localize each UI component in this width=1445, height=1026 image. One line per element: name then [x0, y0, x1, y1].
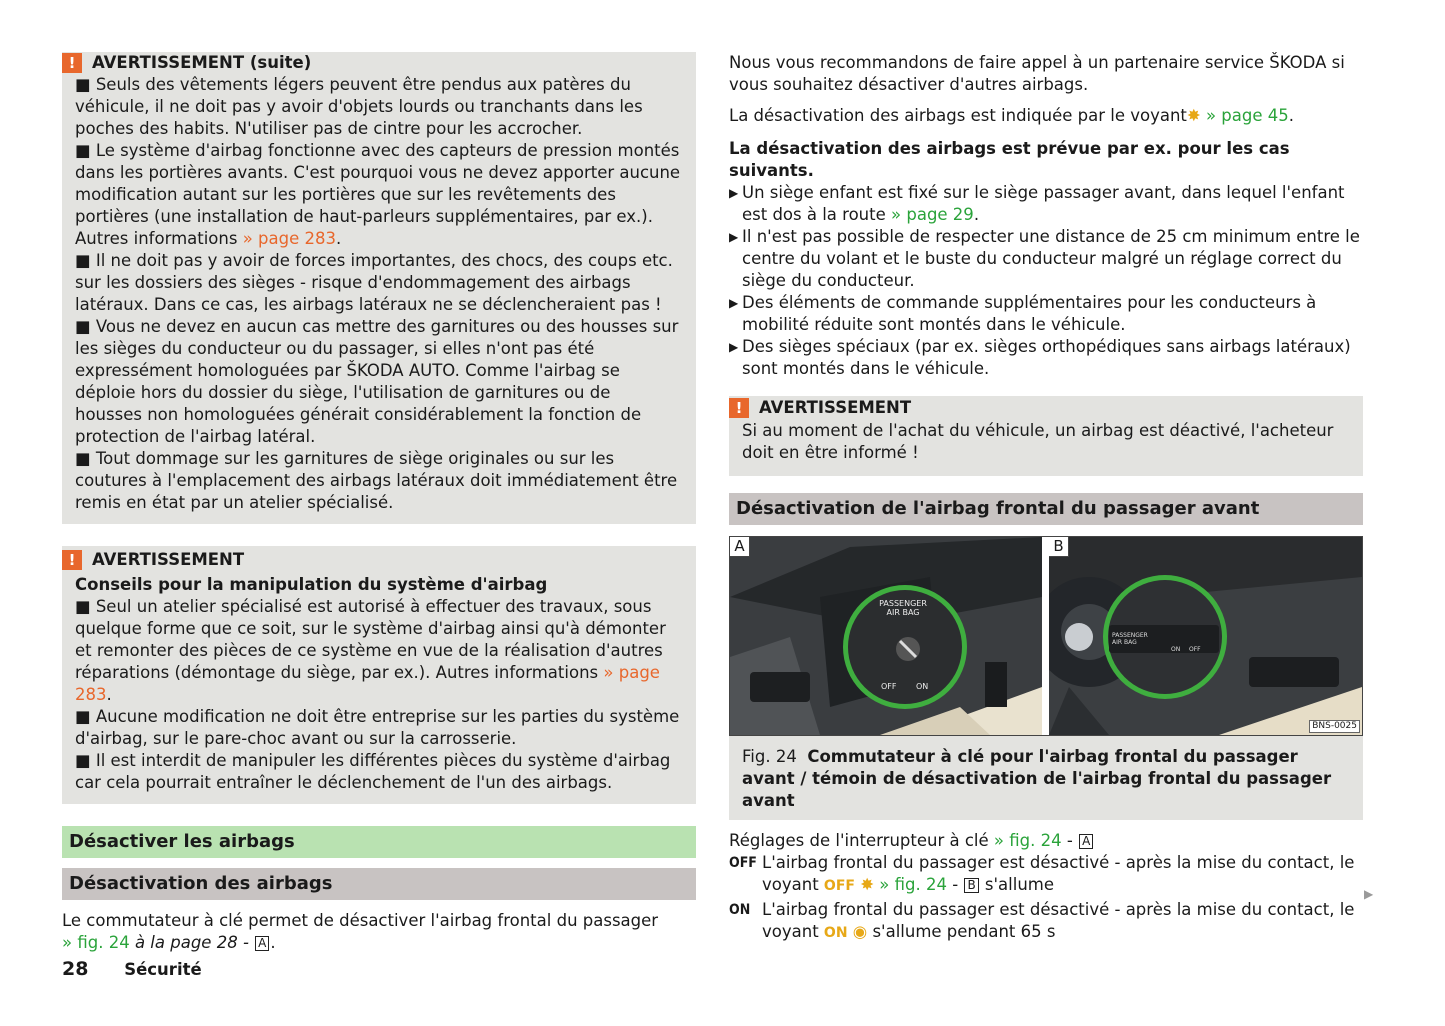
warning-header	[729, 396, 1349, 420]
figure-panel-a	[730, 537, 1042, 735]
page-link[interactable]: » page 283	[242, 229, 337, 248]
warning-title: AVERTISSEMENT	[92, 550, 245, 569]
list-item: ▶ Des éléments de commande supplémentaires pour les conducteurs à mobilité réduite sont montés dans le véhicule.	[729, 293, 1317, 334]
paragraph: La désactivation des airbags est indiquée par le voyant✸ » page 45.	[729, 106, 1294, 125]
warning-item: ■ Aucune modification ne doit être entreprise sur les parties du système d'airbag, sur le pare-choc avant ou sur la carrosserie.	[75, 707, 680, 748]
warning-box-continued	[62, 52, 696, 524]
warning-box-purchase	[729, 396, 1363, 476]
figure-panel-b	[1049, 537, 1362, 735]
warning-box-airbag-handling	[62, 546, 696, 804]
settings-intro: Réglages de l'interrupteur à clé » fig. 24 - A	[729, 830, 1363, 852]
page-footer	[62, 958, 202, 981]
exclamation-icon: !	[62, 53, 82, 73]
continue-arrow-icon: ▶	[1364, 887, 1374, 901]
exclamation-icon: !	[729, 398, 749, 418]
on-indicator-label: ON	[1171, 646, 1181, 653]
exclamation-icon: !	[62, 550, 82, 570]
warning-title: AVERTISSEMENT	[759, 398, 912, 417]
dashboard-illustration-b	[1049, 537, 1362, 735]
panel-label-a: A	[730, 537, 750, 557]
figure-link[interactable]: » fig. 24	[62, 933, 130, 952]
section-heading-deactivate: Désactiver les airbags	[62, 826, 696, 858]
airbag-off-icon: ✸	[860, 875, 875, 894]
switch-label: PASSENGER AIR BAG	[879, 599, 927, 617]
warning-item: ■ Tout dommage sur les garnitures de siège originales ou sur les coutures à l'emplacement des airbags latéraux doit immédiatement être remis en état par un atelier spécialisé.	[75, 449, 678, 512]
setting-on: ON L'airbag frontal du passager est désactivé - après la mise du contact, le voyant ON ◉ s'allume pendant 65 s	[729, 899, 1363, 944]
warning-item: ■ Le système d'airbag fonctionne avec des capteurs de pression montés dans les portières avants. C'est pourquoi vous ne devez apporter aucune modification autant sur les portières que sur les revêtements des portières (une installation de haut-parleurs supplémentaires, par ex.). Autres informations » page 283.	[75, 141, 681, 248]
page-link[interactable]: » page 45	[1205, 106, 1289, 125]
paragraph: Nous vous recommandons de faire appel à un partenaire service ŠKODA si vous souhaitez désactiver d'autres airbags.	[729, 53, 1345, 94]
page-link[interactable]: » page 283	[75, 663, 660, 704]
list-item: ▶ Il n'est pas possible de respecter une distance de 25 cm minimum entre le centre du volant et le buste du conducteur malgré un réglage correct du siège du conducteur.	[729, 227, 1360, 290]
arrow-bullet-icon: ▶	[729, 186, 739, 200]
figure-code: BNS-0025	[1309, 720, 1360, 733]
off-tag: OFF	[729, 855, 757, 871]
section-heading-frontal-airbag: Désactivation de l'airbag frontal du passager avant	[729, 493, 1363, 525]
warning-item: ■ Il ne doit pas y avoir de forces importantes, des chocs, des coups etc. sur les dossiers des sièges - risque d'endommagement des airbags latéraux. Dans ce cas, les airbags latéraux ne se déclencheraient pas !	[75, 251, 673, 314]
warning-item: ■ Vous ne devez en aucun cas mettre des garnitures ou des housses sur les sièges du conducteur ou du passager, si elles n'ont pas été expressément homologuées par ŠKODA AUTO. Comme l'airbag se déploie hors du dossier du siège, l'utilisation de garnitures ou de housses non homologuées générait considérablement la fonction de protection de l'airbag latéral.	[75, 317, 679, 446]
off-voyant-indicator: OFF	[823, 878, 855, 894]
chapter-name: Sécurité	[124, 960, 202, 979]
warning-header	[62, 546, 682, 574]
off-indicator-label: OFF	[1189, 646, 1201, 653]
panel-label-b: B	[1049, 537, 1069, 557]
warning-subtitle: Conseils pour la manipulation du système d'airbag	[75, 575, 548, 594]
left-column	[62, 52, 696, 954]
switch-label: PASSENGER AIR BAG	[1112, 632, 1148, 646]
figure-link[interactable]: » fig. 24	[993, 831, 1062, 850]
warning-item: ■ Seuls des vêtements légers peuvent être pendus aux patères du véhicule, il ne doit pas y avoir d'objets lourds ou tranchants dans les poches des habits. N'utiliser pas de cintre pour les accrocher.	[75, 75, 643, 138]
off-position-label: OFF	[881, 682, 897, 691]
figure-label-box: B	[964, 878, 978, 893]
figure-24	[729, 536, 1363, 736]
arrow-bullet-icon: ▶	[729, 340, 739, 354]
warning-header	[62, 52, 682, 74]
warning-title: AVERTISSEMENT (suite)	[92, 53, 312, 72]
airbag-off-warning-icon: ✸	[1186, 106, 1201, 125]
right-column	[729, 52, 1363, 944]
on-position-label: ON	[916, 682, 929, 691]
list-item: ▶ Des sièges spéciaux (par ex. sièges orthopédiques sans airbags latéraux) sont montés dans le véhicule.	[729, 337, 1351, 378]
figure-label-box: A	[1079, 834, 1093, 849]
intro-paragraph: Le commutateur à clé permet de désactiver l'airbag frontal du passager » fig. 24 à la page 28 - A .	[62, 911, 659, 952]
on-voyant-indicator: ON	[823, 925, 848, 941]
arrow-bullet-icon: ▶	[729, 296, 739, 310]
section-heading-deactivation: Désactivation des airbags	[62, 868, 696, 900]
airbag-on-icon: ◉	[852, 922, 868, 941]
page-link[interactable]: » page 29	[891, 205, 974, 224]
warning-item: ■ Seul un atelier spécialisé est autorisé à effectuer des travaux, sous quelque forme que ce soit, sur le système d'airbag ainsi qu'à démonter et remonter des pièces de ce système en vue de la réalisation d'autres réparations (démontage du siège, par ex.). Autres informations » page 283.	[75, 597, 666, 704]
dashboard-illustration-a	[730, 537, 1042, 735]
setting-off: OFF L'airbag frontal du passager est désactivé - après la mise du contact, le voyant OFF ✸ » fig. 24 - B s'allume	[729, 852, 1363, 897]
figure-label-box: A	[255, 936, 269, 951]
arrow-bullet-icon: ▶	[729, 230, 739, 244]
figure-link[interactable]: » fig. 24	[879, 875, 947, 894]
page-number: 28	[62, 958, 89, 980]
cases-title: La désactivation des airbags est prévue par ex. pour les cas suivants.	[729, 139, 1290, 180]
list-item: ▶ Un siège enfant est fixé sur le siège passager avant, dans lequel l'enfant est dos à la route » page 29.	[729, 183, 1345, 224]
warning-text: Si au moment de l'achat du véhicule, un airbag est déactivé, l'acheteur doit en être informé !	[742, 421, 1334, 462]
figure-caption: Fig. 24 Commutateur à clé pour l'airbag frontal du passager avant / témoin de désactivation de l'airbag frontal du passager avant	[729, 736, 1363, 820]
on-tag: ON	[729, 902, 751, 918]
warning-item: ■ Il est interdit de manipuler les différentes pièces du système d'airbag car cela pourrait entraîner le déclenchement de l'un des airbags.	[75, 751, 671, 792]
